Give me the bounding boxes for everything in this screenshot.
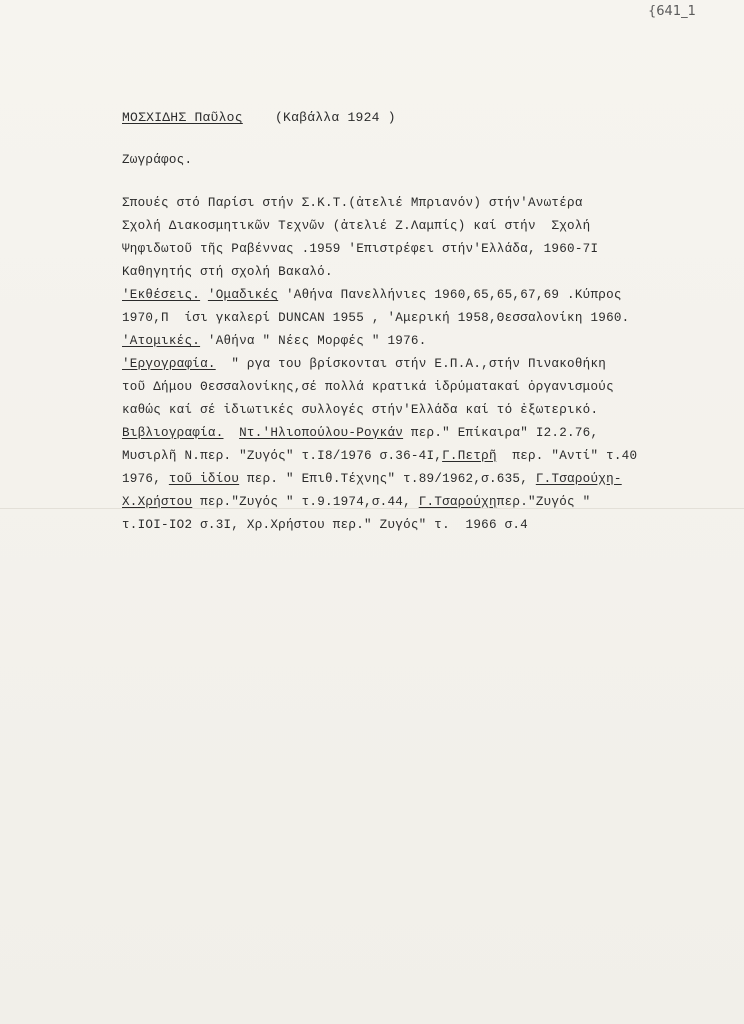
bibliography-text-3b: περ. " Επιθ.Τέχνης" τ.89/1962,σ.635, (239, 472, 536, 486)
exhibitions-line-2: 1970,Π ίσι γκαλερί DUNCAN 1955 , 'Αμερική 1958,Θεσσαλονίκη 1960. (122, 311, 630, 325)
bibliography-line-4 (122, 495, 590, 509)
archive-corner-mark: {641_1 (648, 4, 696, 19)
works-label: 'Εργογραφία. (122, 357, 216, 371)
studies-line-3: Ψηφιδωτοῦ τῆς Ραβέννας .1959 'Επιστρέφει στήν'Ελλάδα, 1960-7Ι (122, 242, 599, 256)
birthplace-year: (Καβάλλα 1924 ) (275, 110, 396, 125)
bibliography-text-2a: Μυσιρλῆ Ν.περ. "Ζυγός" τ.Ι8/1976 σ.36-4Ι, (122, 449, 443, 463)
bibliography-author-5: Χ.Χρήστου (122, 495, 193, 509)
group-exhibitions-text: 'Αθήνα Πανελλήνιες 1960,65,65,67,69 .Κύπρος (278, 288, 622, 302)
works-line-1 (122, 357, 606, 371)
bibliography-line-5: τ.ΙΟΙ-ΙΟ2 σ.3Ι, Χρ.Χρήστου περ." Ζυγός" τ. 1966 σ.4 (122, 518, 528, 532)
exhibitions-line-1 (122, 288, 622, 302)
exhibitions-label: 'Εκθέσεις. (122, 288, 201, 302)
bibliography-label: Βιβλιογραφία. (122, 426, 224, 440)
studies-line-4: Καθηγητής στή σχολή Βακαλό. (122, 265, 333, 279)
bibliography-author-6: Γ.Τσαρούχη (418, 495, 497, 509)
profession: Ζωγράφος. (122, 153, 193, 167)
solo-exhibitions-line (122, 334, 427, 348)
artist-name: ΜΟΣΧΙΔΗΣ Παῦλος (122, 110, 243, 125)
bibliography-text-4b: περ."Ζυγός " (496, 495, 591, 509)
group-exhibitions-label: 'Ομαδικές (207, 288, 279, 302)
bibliography-author-3: τοῦ ἰδίου (168, 472, 240, 486)
bibliography-text-4a: περ."Ζυγός " τ.9.1974,σ.44, (192, 495, 419, 509)
bibliography-text-2b: περ. "Αντί" τ.40 (496, 449, 638, 463)
bibliography-author-4: Γ.Τσαρούχη- (535, 472, 622, 486)
bibliography-author-1: Ντ.'Ηλιοπούλου-Ρογκάν (239, 426, 404, 440)
works-text-1: " ργα του βρίσκονται στήν Ε.Π.Α.,στήν Πινακοθήκη (215, 357, 607, 371)
bibliography-line-1 (122, 426, 598, 440)
bibliography-line-3 (122, 472, 622, 486)
studies-line-2: Σχολή Διακοσμητικῶν Τεχνῶν (ἀτελιέ Ζ.Λαμπίς) καί στήν Σχολή (122, 219, 591, 233)
bibliography-text-3a: 1976, (122, 472, 169, 486)
solo-exhibitions-label: 'Ατομικές. (122, 334, 201, 348)
studies-line-1: Σπουές στό Παρίσι στήν Σ.Κ.Τ.(ἀτελιέ Μπριανόν) στήν'Ανωτέρα (122, 196, 583, 210)
bibliography-text-1: περ." Επίκαιρα" Ι2.2.76, (403, 426, 599, 440)
bibliography-author-2: Γ.Πετρῆ (442, 449, 497, 463)
works-line-2: τοῦ Δήμου Θεσσαλονίκης,σέ πολλά κρατικά ἱδρύματακαί ὀργανισμούς (122, 380, 614, 394)
bibliography-line-2 (122, 449, 637, 463)
header-line (122, 110, 396, 125)
solo-exhibitions-text: 'Αθήνα " Νέες Μορφές " 1976. (200, 334, 427, 348)
works-line-3: καθώς καί σέ ἰδιωτικές συλλογές στήν'Ελλάδα καί τό ἐξωτερικό. (122, 403, 599, 417)
